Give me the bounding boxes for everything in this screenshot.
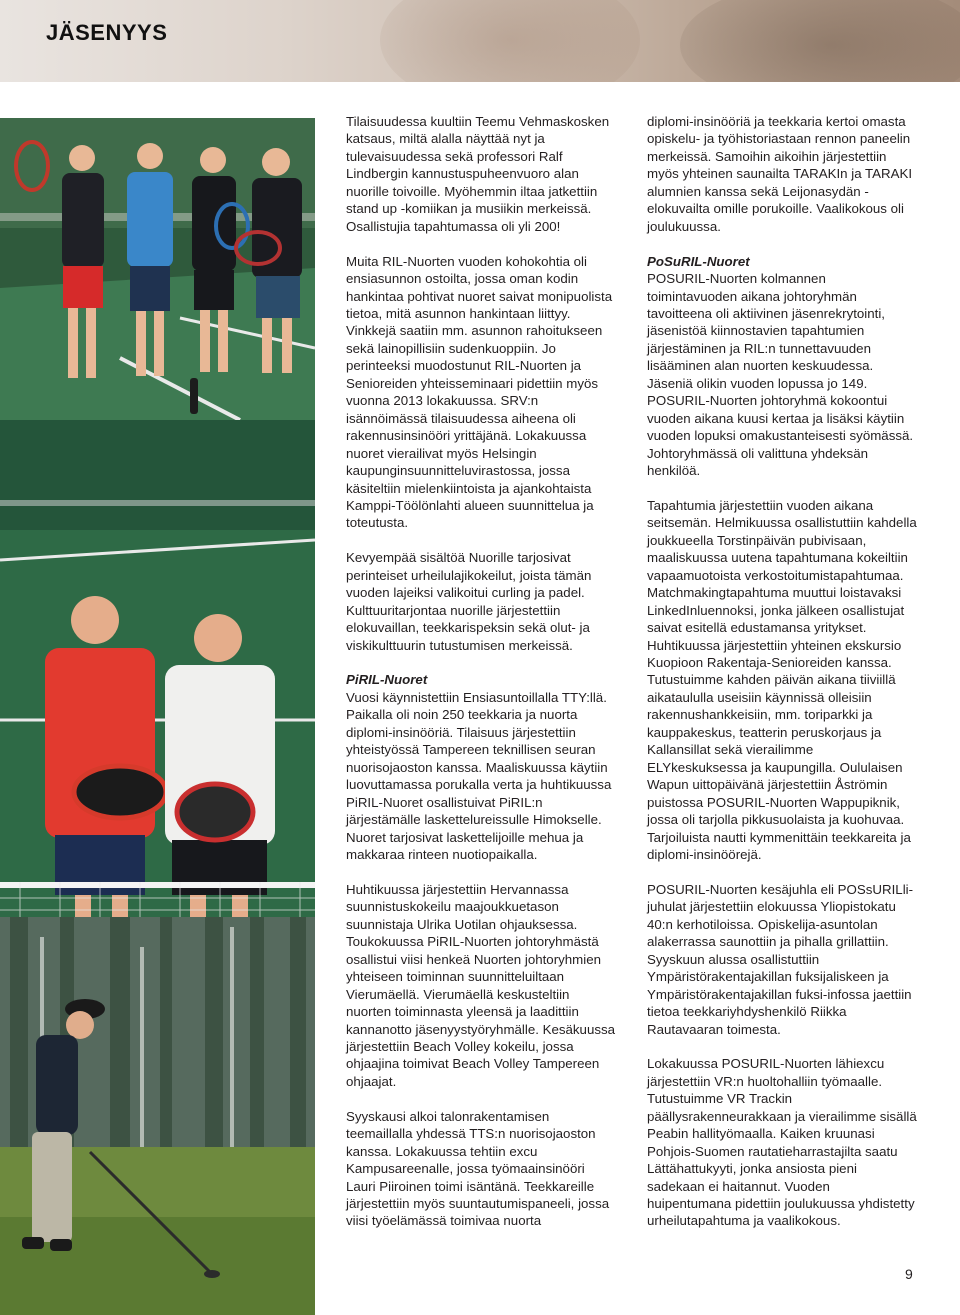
photo-column: [0, 118, 315, 1315]
subheading-piril: PiRIL-Nuoret: [346, 672, 428, 688]
photo-golfer: [0, 917, 315, 1315]
page-header: [0, 0, 960, 82]
paragraph: POSURIL-Nuorten kesäjuhla eli POSsURILli-juhulat järjestettiin elokuussa Yliopistokatu 40:n kerhotiloissa. Opiskelija-asuntolan alakerrassa saunottiin ja pihalla grillattiin. Syyskuun alussa osallistuttiin Ympäristörakentajakillan fuksijaliskeen ja Ympäristörakentajakillan fuksi-infossa jaettiin tietoa teekkariyhdyshenkilö Riikka Rautavaaran toimesta.: [647, 881, 914, 1037]
header-decoration: [380, 0, 640, 82]
subheading-posuril: PoSuRIL-Nuoret: [647, 253, 750, 269]
text-column-left: [346, 113, 616, 1247]
paragraph: diplomi-insinööriä ja teekkaria kertoi omasta opiskelu- ja työhistoriastaan rennon paneelin merkeissä. Samoihin aikoihin järjestettiin myös yhteinen saunailta TARAKIn ja TARAKI alumnien kanssa sekä Leijonasydän -elokuvailta omille porukoille. Vaalikokous oli joulukuussa.: [647, 114, 913, 234]
page-number: 9: [905, 1266, 913, 1282]
paragraph: Vuosi käynnistettiin Ensiasuntoillalla TTY:llä. Paikalla oli noin 250 teekkaria ja nuorta diplomi-insinööriä. Tilaisuus järjestettiin yhteistyössä Tampereen teknillisen seuran nuorisojaoston kanssa. Maaliskuussa käytiin luovuttamassa porukalla verta ja huhtikuussa PiRIL-Nuoret osallistuivat PiRIL:n järjestämälle laskettelureissulle Himokselle. Nuoret tarjosivat laskettelijoille mehua ja makkaraa rinteen nuotiopaikalla.: [346, 689, 612, 862]
paragraph: Tilaisuudessa kuultiin Teemu Vehmaskosken katsaus, miltä alalla näyttää nyt ja tulevaisuudessa sekä professori Ralf Lindbergin kannustuspuheenvuoro alan nuorille toivoille. Myöhemmin iltaa jatkettiin stand up -komiikan ja musiikin merkeissä. Osallistujia tapahtumassa oli yli 200!: [346, 114, 610, 234]
text-column-right: [647, 113, 917, 1247]
photo-tennis-duo: [0, 420, 315, 917]
paragraph: Lokakuussa POSURIL-Nuorten lähiexcu järjestettiin VR:n huoltohalliin työmaalle. Tutustuimme VR Trackin päällysrakenneurakkaan ja vierailimme sisällä Peabin hallityömaalla. Kaiken kruunasi Pohjois-Suomen rautatieharrastajilta saatu Lättähattukyyti, jonka ansiosta pieni sadekaan ei haitannut. Vuoden huipentumana pidettiin joulukuussa yhdistetty urheilutapahtuma ja vaalikokous.: [647, 1056, 917, 1229]
header-decoration: [680, 0, 960, 82]
paragraph: Muita RIL-Nuorten vuoden kohokohtia oli ensiasunnon ostoilta, jossa oman kodin hankintaa pohtivat nuoret saivat monipuolista tietoa, mitä asunnon hankintaan liittyy. Vinkkejä saatiin mm. asunnon rahoitukseen sekä lainopillisiin sudenkuoppiin. Jo perinteeksi muodostunut RIL-Nuorten ja Senioreiden yhteisseminaari pidettiin myös vuonna 2013 lokakuussa. SRV:n isännöimässä tilaisuudessa aiheena oli rakennusinsinööri yrittäjänä. Lokakuussa nuoret vierailivat myös Helsingin kaupunginsuunnitteluvirastossa, jossa käsiteltiin mielenkiintoista ja ajankohtaista Kamppi-Töölönlahti alueen suunnittelua ja toteutusta.: [346, 253, 613, 531]
paragraph: Syyskausi alkoi talonrakentamisen teemaillalla yhdessä TTS:n nuorisojaoston kanssa. Lokakuussa tehtiin excu Kampusareenalle, jossa työmaainsinööri Lauri Piiroinen toimi isäntänä. Teekkareille järjestettiin myös suuntautumispaneeli, jossa viisi työelämässä toimivaa nuorta: [346, 1108, 610, 1229]
paragraph: Huhtikuussa järjestettiin Hervannassa suunnistuskokeilu maajoukkuetason suunnistaja Ulrika Uotilan ohjauksessa. Toukokuussa PiRIL-Nuorten johtoryhmästä osallistui viisi henkeä Nuorten johtoryhmien yhteiseen toiminnan suunnitteluiltaan Vierumäellä. Vierumäellä keskusteltiin nuorten toiminnasta yleensä ja laadittiin kannanotto jäsenyystyöryhmälle. Kesäkuussa järjestettiin Beach Volley kokeilu, jossa ohjaajina toimivat Beach Volley Tampereen ohjaajat.: [346, 881, 616, 1089]
photo-tennis-group: [0, 118, 315, 420]
paragraph: Kevyempää sisältöä Nuorille tarjosivat perinteiset urheilulajikokeilut, joista tämän vuoden lajeiksi valikoitui curling ja padel. Kulttuuritarjontaa nuorille järjestettiin elokuvaillan, teekkarispeksin sekä olut- ja viskikulttuurin tutustumisen merkeissä.: [346, 550, 592, 653]
paragraph: POSURIL-Nuorten kolmannen toimintavuoden aikana johtoryhmän tavoitteena oli aktiivinen jäsenrekrytointi, jäsenistöä kiinnostavien tapahtumien järjestäminen ja RIL:n tunnettavuuden lisääminen alan nuorten keskuudessa. Jäseniä olikin vuoden lopussa jo 149. POSURIL-Nuorten johtoryhmä kokoontui vuoden aikana kuusi kertaa ja lisäksi käytiin vuoden lopuksi omakustanteisesti syömässä. Johtoryhmässä oli valittuna yhdeksän henkilöä.: [647, 271, 914, 479]
section-title: JÄSENYYS: [46, 20, 168, 45]
paragraph: Tapahtumia järjestettiin vuoden aikana seitsemän. Helmikuussa osallistuttiin kahdella joukkueella Torstinpäivän pubivisaan, maaliskuussa uutena tapahtumana kokeiltiin vapaamuotoista verkostoitumistapahtumaa. Matchmakingtapahtuma muuttui loistavaksi LinkedInluennoksi, jonka jälkeen osallistujat saivat esitellä edustamansa yritykset. Huhtikuussa järjestettiin yhteinen ekskursio Kuopioon Rakentaja-Senioreiden kanssa. Tutustuimme kahden päivän aikana tiiviillä aikataululla useisiin käynnissä olleisiin rakennushankkeisiin, mm. toriparkki ja kauppakeskus, teatterin peruskorjaus ja Kallansillat sekä vierailimme ELYkeskuksessa ja kaupungilla. Oululaisen Wapun uittopäivänä järjestettiin Åströmin puistossa POSURIL-Nuorten Wappupiknik, jossa oli tarjolla pikkusuolaista ja kuohuvaa. Tarjoiluista nautti kymmenittäin teekkareita ja diplomi-insinöörejä.: [647, 497, 917, 862]
